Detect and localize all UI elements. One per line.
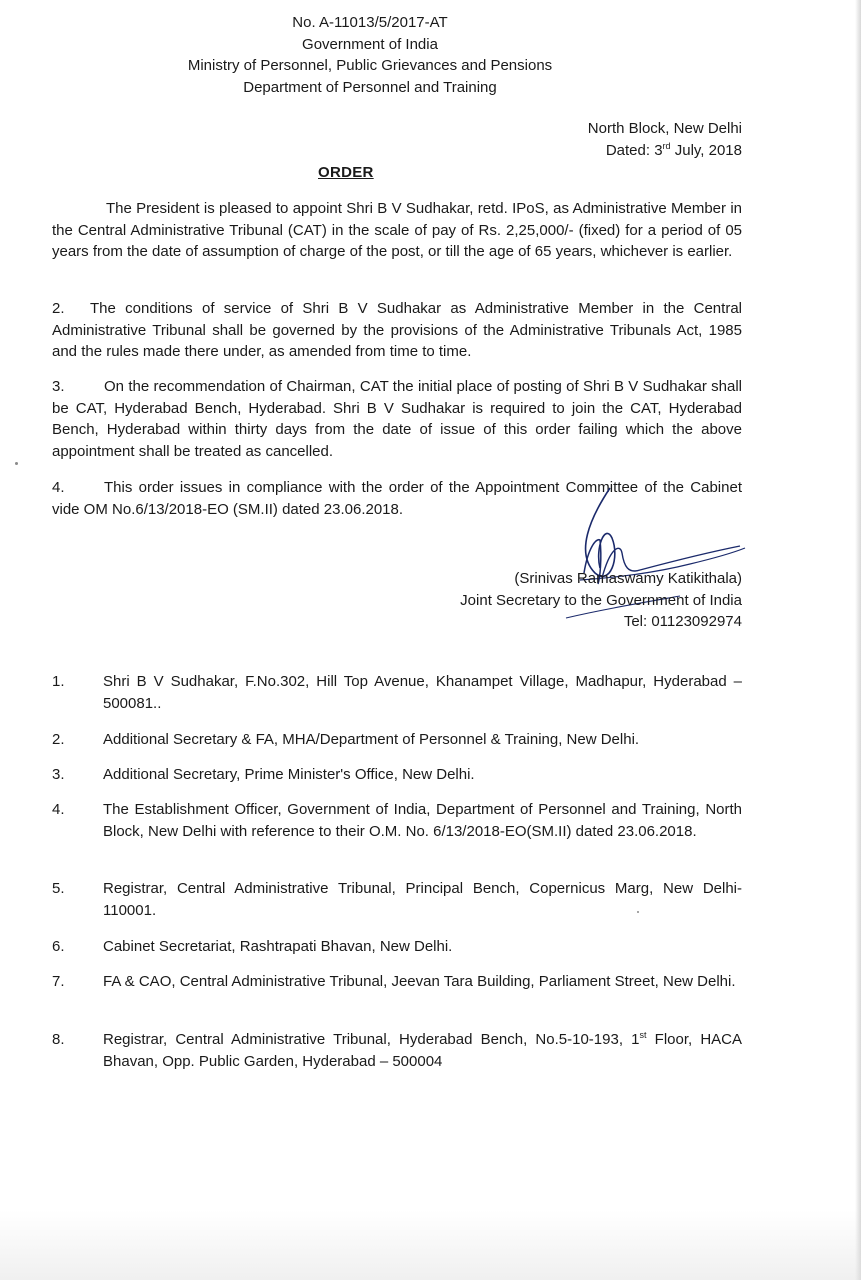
order-title: ORDER [318, 164, 374, 181]
distribution-item: 2. Additional Secretary & FA, MHA/Department of Personnel & Training, New Delhi. [52, 731, 640, 748]
signatory-telephone: Tel: 01123092974 [623, 613, 742, 630]
file-number: No. A-11013/5/2017-AT [292, 14, 448, 31]
signatory-designation: Joint Secretary to the Government of India [460, 591, 742, 609]
scan-edge-shadow [855, 0, 861, 1280]
distribution-item: 6. Cabinet Secretariat, Rashtrapati Bhavan, New Delhi. [52, 938, 453, 955]
paragraph-1: The President is pleased to appoint Shri B V Sudhakar, retd. IPoS, as Administrative Member in the Central Administrative Tribunal (CAT) in the scale of pay of Rs. 2,25,000/- (fixed) for a period of 05 years from the date of assumption of charge of the post, or till the age of 65 years, whichever is earlier. [52, 200, 742, 260]
scan-speck [15, 462, 18, 465]
distribution-item: 3. Additional Secretary, Prime Minister's Office, New Delhi. [52, 766, 475, 783]
distribution-item: 8. Registrar, Central Administrative Tribunal, Hyderabad Bench, No.5-10-193, 1st Floor, HACA Bhavan, Opp. Public Garden, Hyderabad – 500004 [52, 1030, 742, 1070]
ministry-name: Ministry of Personnel, Public Grievances and Pensions [187, 57, 553, 74]
scan-bottom-shade [0, 1210, 861, 1280]
paragraph-3: 3. On the recommendation of Chairman, CAT the initial place of posting of Shri B V Sudhakar shall be CAT, Hyderabad Bench, Hyderabad. Shri B V Sudhakar is required to join the CAT, Hyderabad Bench, Hyderabad within thirty days from the date of issue of this order failing which the above appointment shall be treated as cancelled. [52, 378, 742, 460]
place-and-date [588, 118, 742, 161]
signatory-name: (Srinivas Ramaswamy Katikithala) [514, 570, 742, 587]
paragraph-4: 4. This order issues in compliance with the order of the Appointment Committee of the Cabinet vide OM No.6/13/2018-EO (SM.II) dated 23.06.2018. [52, 479, 742, 518]
government-name: Government of India [302, 35, 438, 53]
date: Dated: 3rd July, 2018 [605, 140, 742, 159]
distribution-item: 4. The Establishment Officer, Government of India, Department of Personnel and Training, North Block, New Delhi with reference to their O.M. No. 6/13/2018-EO(SM.II) dated 23.06.2018. [52, 801, 742, 840]
scan-speck [637, 911, 639, 913]
department-name: Department of Personnel and Training [243, 78, 497, 96]
distribution-item: 7. FA & CAO, Central Administrative Tribunal, Jeevan Tara Building, Parliament Street, New Delhi. [52, 973, 736, 990]
signature-block [460, 568, 742, 633]
distribution-item: 1. Shri B V Sudhakar, F.No.302, Hill Top Avenue, Khanampet Village, Madhapur, Hyderabad – 500081.. [52, 673, 742, 712]
paragraph-2: 2. The conditions of service of Shri B V Sudhakar as Administrative Member in the Central Administrative Tribunal shall be governed by the provisions of the Administrative Tribunals Act, 1985 and the rules made there under, as amended from time to time. [52, 300, 742, 360]
location: North Block, New Delhi [587, 120, 742, 137]
distribution-item: 5. Registrar, Central Administrative Tribunal, Principal Bench, Copernicus Marg, New Delhi-110001. [52, 880, 742, 919]
letterhead [130, 12, 610, 98]
